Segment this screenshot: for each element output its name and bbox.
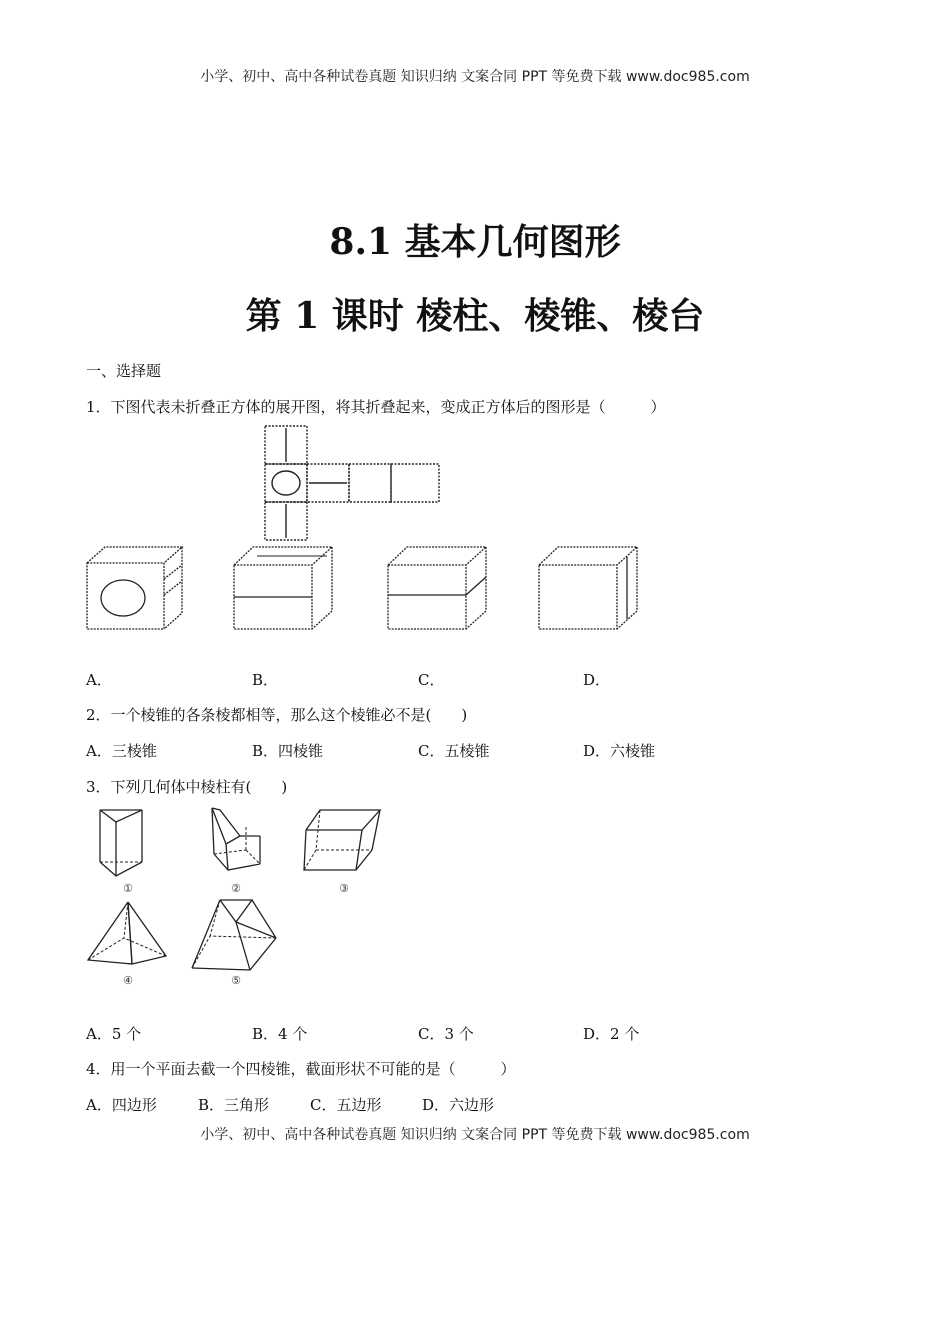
solid-4-label: ④ bbox=[123, 974, 133, 987]
q4-option-b[interactable]: B．三角形 bbox=[198, 1096, 270, 1114]
solid-5-label: ⑤ bbox=[231, 974, 241, 987]
option-b-cube bbox=[233, 545, 335, 631]
q1-option-a[interactable]: A． bbox=[86, 671, 112, 689]
solid-3-figure bbox=[302, 806, 386, 894]
solid-3-label: ③ bbox=[339, 882, 349, 895]
q1-option-d[interactable]: D． bbox=[583, 671, 611, 689]
question-3-text: 3．下列几何体中棱柱有( ) bbox=[86, 778, 288, 796]
q3-option-b[interactable]: B．4 个 bbox=[252, 1025, 308, 1043]
solid-1-figure bbox=[96, 806, 148, 894]
option-c-cube bbox=[387, 545, 489, 631]
q4-option-d[interactable]: D．六边形 bbox=[422, 1096, 495, 1114]
q2-option-b[interactable]: B．四棱锥 bbox=[252, 742, 324, 760]
q1-option-c[interactable]: C． bbox=[418, 671, 445, 689]
q1-option-b[interactable]: B． bbox=[252, 671, 279, 689]
q2-option-c[interactable]: C．五棱锥 bbox=[418, 742, 490, 760]
question-4-text: 4．用一个平面去截一个四棱锥，截面形状不可能的是（ ） bbox=[86, 1060, 516, 1078]
q4-option-a[interactable]: A．四边形 bbox=[86, 1096, 157, 1114]
solid-2-figure bbox=[204, 806, 268, 894]
page-subtitle: 第 1 课时 棱柱、棱锥、棱台 bbox=[245, 295, 705, 337]
solid-2-label: ② bbox=[231, 882, 241, 895]
option-a-cube bbox=[86, 545, 186, 631]
cube-net-figure bbox=[262, 424, 442, 542]
q2-option-a[interactable]: A．三棱锥 bbox=[86, 742, 157, 760]
solid-5-figure bbox=[188, 896, 280, 990]
page-title: 8.1 基本几何图形 bbox=[329, 221, 621, 263]
question-2-text: 2．一个棱锥的各条棱都相等，那么这个棱锥必不是( ) bbox=[86, 706, 468, 724]
page-footer: 小学、初中、高中各种试卷真题 知识归纳 文案合同 PPT 等免费下载 www.doc985.com bbox=[200, 1127, 750, 1143]
q2-option-d[interactable]: D．六棱锥 bbox=[583, 742, 656, 760]
section-heading: 一、选择题 bbox=[86, 362, 162, 380]
solid-1-label: ① bbox=[123, 882, 133, 895]
page-header: 小学、初中、高中各种试卷真题 知识归纳 文案合同 PPT 等免费下载 www.doc985.com bbox=[200, 69, 750, 85]
q3-option-d[interactable]: D．2 个 bbox=[583, 1025, 640, 1043]
q4-option-c[interactable]: C．五边形 bbox=[310, 1096, 382, 1114]
option-d-cube bbox=[538, 545, 640, 631]
question-1-text: 1．下图代表未折叠正方体的展开图，将其折叠起来，变成正方体后的图形是（ ） bbox=[86, 398, 666, 416]
solid-4-figure bbox=[86, 898, 170, 990]
q3-option-c[interactable]: C．3 个 bbox=[418, 1025, 474, 1043]
q3-option-a[interactable]: A．5 个 bbox=[86, 1025, 142, 1043]
